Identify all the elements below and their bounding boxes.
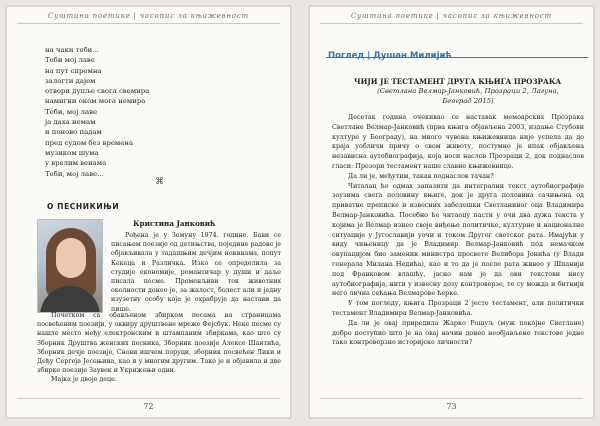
article-paragraph: Да ли је овај приредила Жарко Рошуљ (муж покојне Светлане) добро поступио што је на овај начин донео необјављене текстове једне тако контроверзне историјске личности? <box>332 318 584 347</box>
article-paragraph: У том погледу, књига Прозраци 2 јесте тестамент, али политички тестамент Владимира Велмар-Јанковића. <box>332 299 584 317</box>
page-number: 73 <box>446 402 457 411</box>
poem-line: музиком шума <box>45 148 99 157</box>
article-paragraph: Десетак година очекивао се наставак мемоарских Прозрака Светлане Велмар-Јанковић (прва књига објављена 2003, издање Стубови културе у Београду), на много чувена књижевница није успела да до краја уобличи причу о свом животу, постумно је ипак објављена независна аутобиографија, која носи наслов Прозраци 2, док поднаслов гласи: Прозори тестамент наше славне књижевнице. <box>332 113 584 170</box>
article-paragraph: Да ли је, међутим, такав поднаслов тачан? <box>348 171 494 180</box>
bio-side-text <box>111 231 281 314</box>
poem-line: пред судом без времена <box>45 138 134 147</box>
poem-line: залогти дајем <box>45 76 96 85</box>
article-paragraph: Читалац ће одмах запазити да интегрални текст аутобиографије заузима свега половину књиге, док је друга половина сачињена од приватне преписке и извесних забелешки Светланиног оца Владимира Велмар-Јанковића. Посебно ће читаоцу пасти у очи два дужа текста у којима је Велмар изнео своје виђење политичке, културне и националне ситуације у Југославији уочи и током Другог светског рата. Имајући у виду чињеницу да је Владимир Велмар-Јанковић под немачком окупацијом био заменик министра просвете Велибора Јонића (у Влади генерала Милана Недића), као и то да је после рата живео у Шпанији под Франковом влашћу, јасно нам је да ови текстови нису аутобиографија, нити у извесну дозу контроверзе, те су можда и битнији него лична сећања Велмарове ћерке. <box>332 181 584 298</box>
header-rule <box>17 23 280 24</box>
footer-rule <box>320 398 583 399</box>
poem-line: намигни оком мога немира <box>45 97 146 106</box>
article-title: ЧИЈИ ЈЕ ТЕСТАМЕНТ ДРУГА КЊИГА ПРОЗРАКА <box>354 77 562 86</box>
poem-line: и поново падам <box>45 128 102 137</box>
poem <box>45 45 149 179</box>
ornament-icon: ⌘ <box>155 177 164 187</box>
bio-name: Кристина Јанковић <box>133 219 216 228</box>
left-page <box>6 6 291 418</box>
bio-paragraph: Рођена је у Земуну 1974. године. Бави се писањем поезије од детињства, поједине радове је објављивала у тадашњим дечјим новинама, попут Кекеца и Различка. Изко се определила за студије економије, романтичар у души и даље писала песме. Променљиви ток животних околности донео је, за жалост, болест али и једну изузетну особу која је охрабрује да настави да пише. <box>111 232 281 313</box>
article-subtitle: (Светлана Велмар-Јанковић, Прозраци 2, Лагуна, Београд 2015) <box>377 87 559 105</box>
header-rule <box>320 23 583 24</box>
poem-line: у врелим венама <box>45 159 107 168</box>
author-photo <box>37 219 103 313</box>
poem-line: Теби, мој лаве... <box>45 169 104 178</box>
running-header: Суштина поетике | часопис за књижевност <box>48 12 249 20</box>
running-header: Суштина поетике | часопис за књижевност <box>351 12 552 20</box>
section-banner <box>326 43 588 61</box>
page-number: 72 <box>143 402 154 411</box>
right-page <box>309 6 594 418</box>
bio-full-text <box>37 311 281 385</box>
bio-paragraph: Мајка је двоје деце. <box>51 376 117 384</box>
poem-line: ја даха немам <box>45 118 96 127</box>
article-body <box>332 113 584 348</box>
poem-line: Теби, мој лаве <box>45 107 98 116</box>
poem-line: Теби мој лаве <box>45 56 95 65</box>
section-label: Поглед | Душан Милијић <box>328 51 452 61</box>
poem-line: на пут спремна <box>45 66 102 75</box>
section-title: О ПЕСНИКИЊИ <box>47 202 120 211</box>
photo-face <box>56 238 86 278</box>
poem-line: на чаки теби... <box>45 46 99 54</box>
poem-line: отвори дупље свога свемира <box>45 87 150 96</box>
footer-rule <box>17 398 280 399</box>
bio-paragraph: Почетком са обављеном збирком песама на страницама посвећеним поезији, у оквиру друштвене мреже Фејсбук. Неке песме су нашле место међу електронским и штампаним збиркама, као што су Зборник Друштва женских песника, Зборник поезије Алексе Шантића, Зборник дечје поезије, Снови ишчем поруци, зборник посвећен Лики и Деђу Сергеја Јесењина, као и у многим другим. Тако је и објавила и две збирке поезије Заувек и Укрижењи одни. <box>37 312 281 375</box>
